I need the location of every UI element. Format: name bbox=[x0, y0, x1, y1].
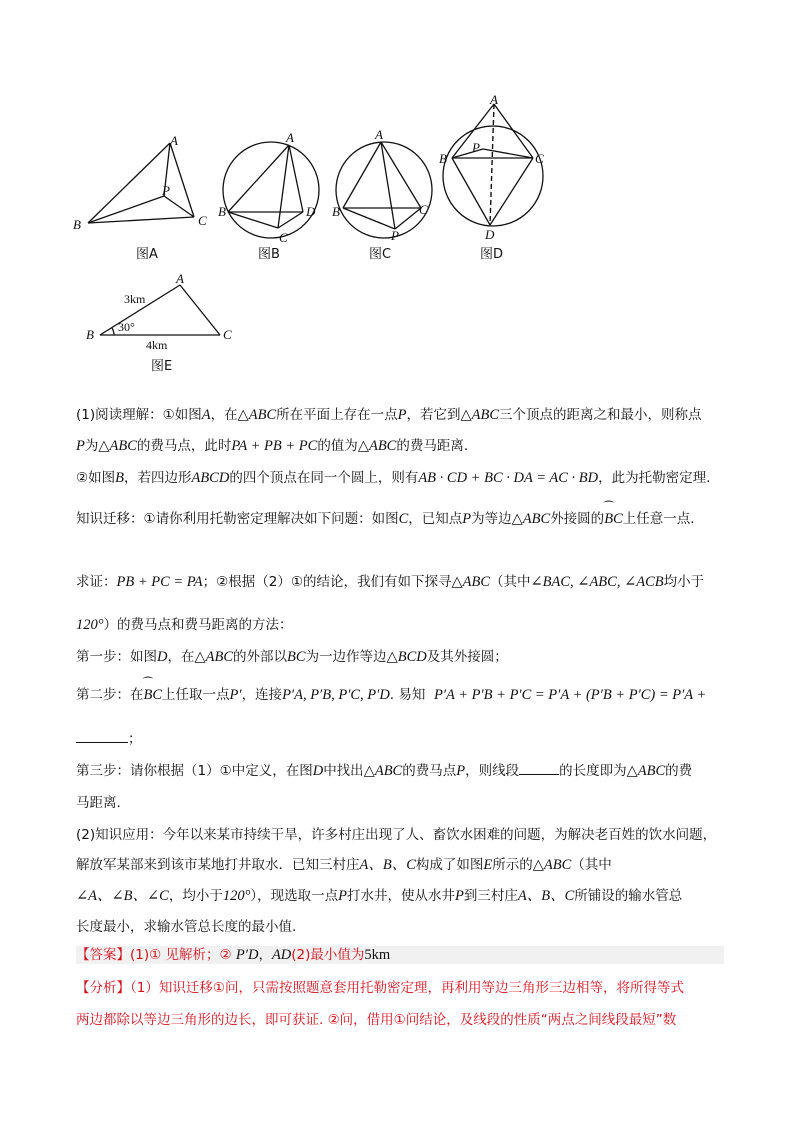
figure-c bbox=[331, 127, 441, 243]
text-line-5: 求证：PB + PC = PA；②根据（2）①的结论，我们有如下探寻△ABC（其中∠BAC, ∠ABC, ∠ACB均小于 bbox=[76, 574, 705, 590]
text-line-6: 120°）的费马点和费马距离的方法： bbox=[76, 617, 293, 633]
figure-e-caption: 图E bbox=[151, 359, 173, 374]
text-line-9: ； bbox=[76, 730, 142, 748]
text-line-3: ②如图B，若四边形ABCD的四个顶点在同一个圆上，则有AB · CD + BC · DA = AC · BD，此为托勒密定理. bbox=[76, 470, 711, 486]
answer-blank-1[interactable] bbox=[76, 730, 128, 743]
figure-d-caption: 图D bbox=[480, 247, 504, 262]
fig-e-side-ab: 3km bbox=[124, 292, 146, 306]
figure-b-caption: 图B bbox=[258, 247, 280, 262]
fig-c-label-p: P bbox=[391, 228, 399, 243]
fig-e-angle-b: 30° bbox=[118, 320, 135, 334]
analysis-line-2: 两边都除以等边三角形的边长，即可获证. ②问，借用①问结论，及线段的性质“两点之间线段最短”数 bbox=[76, 1012, 677, 1028]
answer-tag: 【答案】 bbox=[76, 947, 130, 963]
fig-a-label-p: P bbox=[162, 183, 170, 198]
analysis-line-1: 【分析】（1）知识迁移①问，只需按照题意套用托勒密定理，再利用等边三角形三边相等，将所得等式 bbox=[76, 980, 684, 996]
fig-a-label-a: A bbox=[170, 133, 178, 148]
fig-e-label-c: C bbox=[223, 327, 232, 342]
answer-blank-2[interactable] bbox=[519, 762, 559, 775]
text-line-7: 第一步：如图D，在△ABC的外部以BC为一边作等边△BCD及其外接圆； bbox=[76, 649, 508, 665]
text-line-12: (2)知识应用：今年以来某市持续干旱，许多村庄出现了人、畜饮水困难的问题，为解决老百姓的饮水问题， bbox=[76, 827, 717, 843]
analysis-tag: 【分析】 bbox=[76, 980, 130, 996]
fig-a-label-c: C bbox=[198, 213, 207, 228]
fig-d-label-p: P bbox=[472, 140, 480, 155]
fig-b-label-a: A bbox=[286, 130, 294, 145]
text-line-10: 第三步：请你根据（1）①中定义，在图D中找出△ABC的费马点P，则线段 的长度即为△ABC的费 bbox=[76, 763, 693, 779]
figure-a-caption: 图A bbox=[136, 247, 158, 262]
text-line-15: 长度最小，求输水管总长度的最小值. bbox=[76, 919, 297, 935]
fig-c-label-b: B bbox=[332, 204, 340, 219]
fig-b-label-b: B bbox=[218, 204, 226, 219]
fig-a-label-b: B bbox=[73, 217, 81, 232]
figure-b bbox=[218, 132, 328, 244]
text-line-8: 第二步：在⁀ BC上任取一点P′，连接P′A, P′B, P′C, P′D. 易知 P′A + P′B + P′C = P′A + (P′B + P′C) = P′A + bbox=[76, 686, 706, 704]
fig-e-label-b: B bbox=[86, 327, 94, 342]
text-line-13: 解放军某部来到该市某地打井取水．已知三村庄A、B、C构成了如图E所示的△ABC（其中 bbox=[76, 857, 612, 873]
figure-e bbox=[84, 273, 244, 353]
fig-d-label-a: A bbox=[490, 92, 498, 107]
text-line-4: 知识迁移：①请你利用托勒密定理解决如下问题：如图C，已知点P为等边△ABC外接圆的⁀ BC上任意一点. bbox=[76, 510, 695, 528]
fig-d-label-c: C bbox=[535, 151, 544, 166]
text-line-11: 马距离. bbox=[76, 795, 121, 811]
text-line-14: ∠A、∠B、∠C，均小于120°），现选取一点P打水井，使从水井P到三村庄A、B、C所铺设的输水管总 bbox=[76, 888, 683, 904]
fig-c-label-c: C bbox=[419, 202, 428, 217]
fig-c-label-a: A bbox=[375, 127, 383, 142]
figure-d bbox=[438, 92, 558, 246]
answer-line: 【答案】(1)① 见解析；② P′D，AD(2)最小值为5km bbox=[76, 946, 724, 964]
fig-e-side-bc: 4km bbox=[146, 338, 168, 352]
fig-b-label-c: C bbox=[279, 230, 288, 245]
fig-e-label-a: A bbox=[176, 271, 184, 286]
figure-c-caption: 图C bbox=[369, 247, 392, 262]
text-line-2: P为△ABC的费马点，此时PA + PB + PC的值为△ABC的费马距离. bbox=[76, 438, 469, 454]
fig-b-label-d: D bbox=[306, 204, 316, 219]
fig-d-label-b: B bbox=[439, 151, 447, 166]
fig-d-label-d: D bbox=[485, 227, 495, 242]
text-line-1: (1)阅读理解：①如图A，在△ABC所在平面上存在一点P，若它到△ABC三个顶点的距离之和最小，则称点 bbox=[76, 407, 702, 423]
